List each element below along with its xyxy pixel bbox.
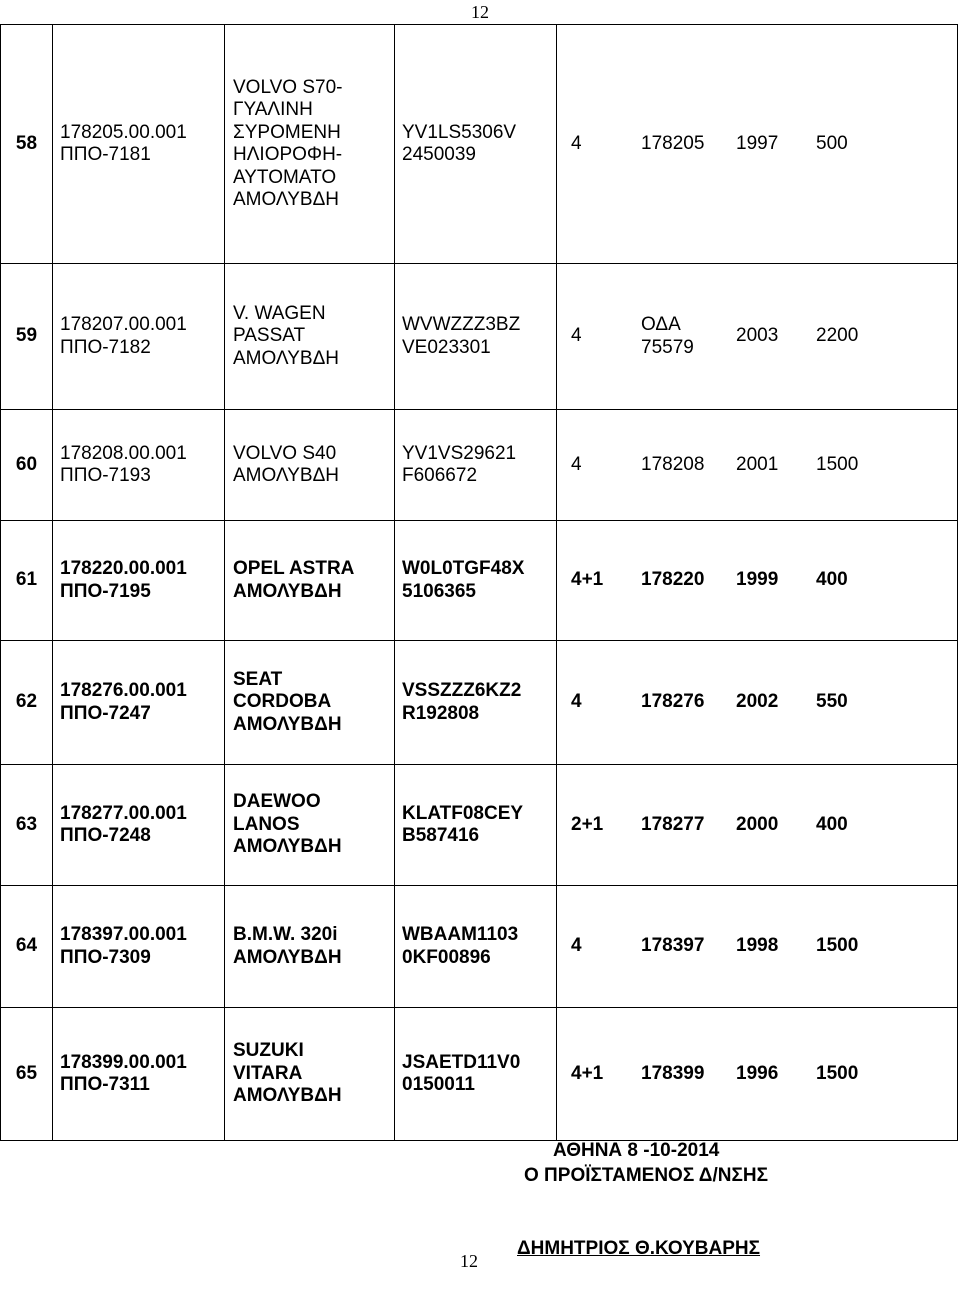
- description-line: ΗΛΙΟΡΟΦΗ-: [233, 144, 343, 165]
- chassis-cell: [395, 765, 557, 886]
- chassis-number: 0150011: [402, 1074, 475, 1095]
- asset-code: 178220.00.001: [60, 558, 187, 579]
- year: 1996: [736, 1062, 779, 1084]
- description-line: ΑΜΟΛΥΒΔΗ: [233, 189, 339, 210]
- row-number-cell: [1, 1008, 53, 1141]
- row-number: 61: [15, 569, 38, 591]
- description-line: ΑΥΤΟΜΑΤΟ: [233, 166, 337, 188]
- row-number-cell: [1, 25, 53, 264]
- description-line: SEAT: [233, 668, 283, 690]
- asset-ref: ΠΠΟ-7311: [60, 1074, 150, 1095]
- chassis-number: WVWZZZ3BZ: [402, 314, 521, 335]
- signature-name: ΔΗΜΗΤΡΙΟΣ Θ.ΚΟΥΒΑΡΗΣ: [517, 1238, 761, 1259]
- asset-code-cell: [53, 264, 225, 410]
- year: 2003: [736, 325, 779, 347]
- page-number-bottom: 12: [460, 1251, 478, 1271]
- details-cell: [557, 886, 958, 1008]
- registration: 178220: [641, 569, 705, 591]
- registration: 178277: [641, 813, 705, 835]
- details-cell: [557, 521, 958, 641]
- seats: 4: [571, 453, 582, 475]
- description-line: ΑΜΟΛΥΒΔΗ: [233, 580, 342, 602]
- description-cell: [225, 521, 395, 641]
- seats: 2+1: [571, 813, 604, 835]
- asset-ref: ΠΠΟ-7195: [60, 580, 151, 602]
- chassis-number: W0L0TGF48X: [402, 558, 525, 579]
- vehicle-records-table: [0, 24, 958, 1141]
- row-number: 63: [15, 813, 38, 835]
- value: 550: [816, 691, 848, 713]
- chassis-number: B587416: [402, 825, 480, 846]
- asset-code-cell: [53, 1008, 225, 1141]
- signature-place-date: ΑΘΗΝΑ 8 -10-2014: [553, 1140, 720, 1161]
- chassis-number: JSAETD11V0: [402, 1051, 521, 1073]
- signature-title: Ο ΠΡΟΪΣΤΑΜΕΝΟΣ Δ/ΝΣΗΣ: [524, 1165, 768, 1186]
- description-line: ΑΜΟΛΥΒΔΗ: [233, 1085, 342, 1107]
- asset-ref: ΠΠΟ-7247: [60, 702, 151, 724]
- year: 1999: [736, 569, 779, 591]
- asset-code-cell: [53, 410, 225, 521]
- year: 1997: [736, 132, 779, 154]
- description-line: ΑΜΟΛΥΒΔΗ: [233, 347, 339, 369]
- asset-ref: ΠΠΟ-7181: [60, 144, 151, 165]
- asset-code-cell: [53, 521, 225, 641]
- description-line: V. WAGEN: [233, 302, 326, 324]
- registration: [641, 314, 736, 359]
- year: 1998: [736, 935, 779, 957]
- asset-code: 178399.00.001: [60, 1051, 187, 1073]
- description-line: ΓΥΑΛΙΝΗ: [233, 99, 313, 120]
- description-cell: [225, 25, 395, 264]
- value: 500: [816, 132, 848, 154]
- description-cell: [225, 886, 395, 1008]
- chassis-cell: [395, 886, 557, 1008]
- chassis-number: YV1VS29621: [402, 442, 517, 464]
- chassis-number: YV1LS5306V: [402, 121, 517, 143]
- row-number-cell: [1, 641, 53, 765]
- asset-ref: ΠΠΟ-7182: [60, 336, 151, 358]
- registration-line: 75579: [641, 336, 694, 358]
- description-line: ΑΜΟΛΥΒΔΗ: [233, 836, 342, 858]
- asset-code: 178208.00.001: [60, 442, 187, 464]
- registration: 178397: [641, 935, 705, 957]
- description-line: VITARA: [233, 1062, 303, 1084]
- asset-code-cell: [53, 25, 225, 264]
- registration: 178399: [641, 1062, 705, 1084]
- description-line: LANOS: [233, 813, 300, 835]
- value: 2200: [816, 325, 859, 347]
- table-row: [1, 521, 958, 641]
- description-line: SUZUKI: [233, 1040, 304, 1062]
- chassis-number: R192808: [402, 702, 480, 724]
- row-number: 64: [15, 935, 38, 957]
- chassis-cell: [395, 410, 557, 521]
- value: 400: [816, 813, 848, 835]
- description-cell: [225, 765, 395, 886]
- description-line: PASSAT: [233, 325, 306, 347]
- row-number: 59: [15, 325, 38, 347]
- description-line: VOLVO S40: [233, 442, 337, 464]
- table-row: [1, 886, 958, 1008]
- chassis-number: F606672: [402, 465, 478, 486]
- chassis-cell: [395, 1008, 557, 1141]
- row-number-cell: [1, 410, 53, 521]
- asset-code-cell: [53, 765, 225, 886]
- seats: 4: [571, 691, 582, 713]
- asset-ref: ΠΠΟ-7193: [60, 465, 151, 486]
- row-number-cell: [1, 521, 53, 641]
- asset-code-cell: [53, 886, 225, 1008]
- details-cell: [557, 765, 958, 886]
- asset-ref: ΠΠΟ-7248: [60, 825, 151, 846]
- table-row: [1, 1008, 958, 1141]
- description-line: ΑΜΟΛΥΒΔΗ: [233, 946, 342, 968]
- description-cell: [225, 264, 395, 410]
- year: 2002: [736, 691, 779, 713]
- year: 2001: [736, 453, 779, 475]
- asset-code: 178276.00.001: [60, 680, 187, 701]
- chassis-number: KLATF08CEY: [402, 802, 524, 824]
- row-number-cell: [1, 765, 53, 886]
- details-cell: [557, 25, 958, 264]
- row-number-cell: [1, 886, 53, 1008]
- chassis-cell: [395, 521, 557, 641]
- description-cell: [225, 1008, 395, 1141]
- registration: 178276: [641, 691, 705, 713]
- details-cell: [557, 264, 958, 410]
- value: 1500: [816, 453, 859, 475]
- row-number-cell: [1, 264, 53, 410]
- table-row: [1, 410, 958, 521]
- chassis-cell: [395, 264, 557, 410]
- asset-code: 178205.00.001: [60, 121, 187, 143]
- row-number: 65: [15, 1062, 38, 1084]
- description-line: OPEL ASTRA: [233, 558, 355, 579]
- description-line: DAEWOO: [233, 791, 321, 813]
- chassis-number: WBAAM1103: [402, 924, 519, 945]
- description-cell: [225, 410, 395, 521]
- description-line: B.M.W. 320i: [233, 924, 338, 945]
- row-number: 60: [15, 453, 38, 475]
- seats: 4: [571, 935, 582, 957]
- asset-code: 178397.00.001: [60, 924, 187, 945]
- value: 400: [816, 569, 848, 591]
- year: 2000: [736, 813, 779, 835]
- chassis-number: 5106365: [402, 580, 476, 602]
- seats: 4: [571, 132, 582, 154]
- value: 1500: [816, 1062, 859, 1084]
- table-row: [1, 264, 958, 410]
- description-line: ΣΥΡΟΜΕΝΗ: [233, 121, 341, 143]
- chassis-number: VSSZZZ6KZ2: [402, 680, 522, 701]
- description-line: ΑΜΟΛΥΒΔΗ: [233, 465, 339, 486]
- table-row: [1, 25, 958, 264]
- chassis-cell: [395, 25, 557, 264]
- description-cell: [225, 641, 395, 765]
- registration-line: ΟΔΑ: [641, 314, 681, 335]
- row-number: 58: [15, 132, 38, 154]
- description-line: ΑΜΟΛΥΒΔΗ: [233, 713, 342, 735]
- seats: 4+1: [571, 569, 604, 591]
- row-number: 62: [15, 691, 38, 713]
- asset-ref: ΠΠΟ-7309: [60, 946, 151, 968]
- seats: 4+1: [571, 1062, 604, 1084]
- details-cell: [557, 641, 958, 765]
- description-line: CORDOBA: [233, 691, 332, 713]
- value: 1500: [816, 935, 859, 957]
- details-cell: [557, 1008, 958, 1141]
- chassis-number: 2450039: [402, 144, 476, 165]
- asset-code-cell: [53, 641, 225, 765]
- chassis-number: 0KF00896: [402, 946, 491, 968]
- page-number-top: 12: [471, 2, 489, 22]
- table-row: [1, 765, 958, 886]
- registration: 178208: [641, 453, 705, 475]
- seats: 4: [571, 325, 582, 347]
- chassis-number: VE023301: [402, 336, 491, 358]
- table-row: [1, 641, 958, 765]
- details-cell: [557, 410, 958, 521]
- registration: 178205: [641, 132, 705, 154]
- chassis-cell: [395, 641, 557, 765]
- asset-code: 178207.00.001: [60, 314, 187, 335]
- description-line: VOLVO S70-: [233, 76, 343, 98]
- asset-code: 178277.00.001: [60, 802, 187, 824]
